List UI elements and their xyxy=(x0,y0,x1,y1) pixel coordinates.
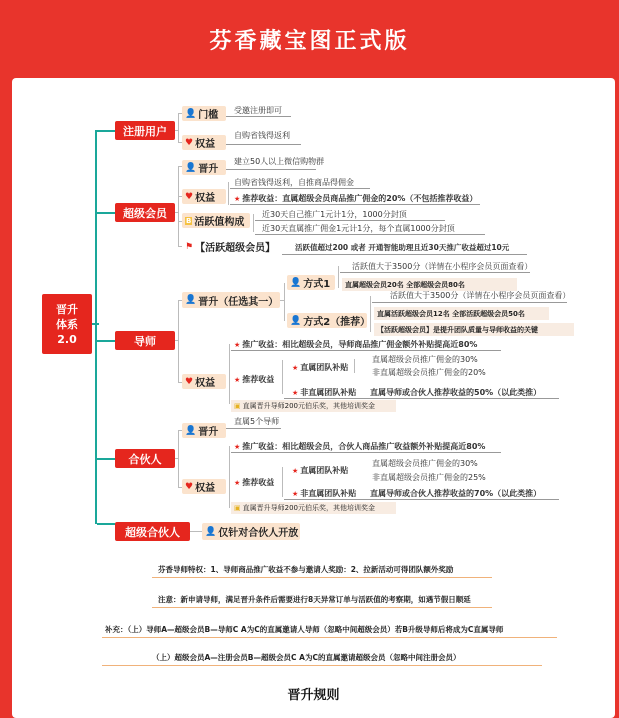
connector xyxy=(97,458,115,460)
connector xyxy=(97,340,115,342)
node-super-member: 超级会员 xyxy=(115,203,175,222)
person-icon: 👤 xyxy=(185,162,197,173)
connector xyxy=(97,212,115,214)
footer-title: 晋升规则 xyxy=(287,688,340,703)
node-registered-user: 注册用户 xyxy=(115,121,175,140)
node-partner: 合伙人 xyxy=(115,449,175,468)
mentor-r2a: ★ 直属团队补贴 xyxy=(292,363,349,372)
partner-r2b1: 直属导师或合伙人推荐收益的70%（以此类推） xyxy=(370,489,542,498)
super-active-text-1: 近30天自己推广1元计1分，1000分封顶 xyxy=(262,210,407,219)
note-supplement-2: （上）超级会员A—注册会员B—超级会员C A为C的直属邀请超级会员（忽略中间注册会员） xyxy=(152,653,461,662)
super-rights-text-1: 自购省钱得返利，自推商品得佣金 xyxy=(234,178,354,187)
mentor-r1: ★ 推广收益：相比超级会员，导师商品推广佣金额外补贴提高近80% xyxy=(234,340,478,349)
partner-r2a: ★ 直属团队补贴 xyxy=(292,466,349,475)
reg-threshold: 👤 门槛 xyxy=(182,106,226,121)
person-icon: 👤 xyxy=(185,295,197,305)
partner-promote-text: 直属5个导师 xyxy=(234,417,280,426)
root-line-2: 体系 xyxy=(56,317,78,331)
flag-icon: ⚑ xyxy=(185,241,194,252)
super-partner-note: 👤 仅针对合伙人开放 xyxy=(202,523,300,540)
super-active-text-2: 近30天直属推广佣金1元计1分，每个直属1000分封顶 xyxy=(262,224,455,233)
mentor-r3: ▣ 直属晋升导师200元伯乐奖，其他培训奖金 xyxy=(231,400,396,412)
partner-r2a2: 非直属超级会员推广佣金的25% xyxy=(372,473,486,482)
way1-text-2: 直属超级会员20名 全部超级会员80名 xyxy=(342,278,517,291)
way2-text-1: 活跃值大于3500分（详情在小程序会员页面查看） xyxy=(390,291,571,300)
note-supplement-1: 补充：（上）导师A—超级会员B—导师C A为C的直属邀请人导师（忽略中间超级会员）若B升级导师后将成为C直属导师 xyxy=(105,625,504,634)
partner-rights: ♥ 权益 xyxy=(182,479,226,494)
partner-r2b: ★ 非直属团队补贴 xyxy=(292,489,357,498)
connector xyxy=(95,130,97,524)
note-attention: 注意：新申请导师，满足晋升条件后需要进行8天异常订单与活跃值的考察期，如遇节假日顺延 xyxy=(158,595,471,604)
page-title: 芬香藏宝图正式版 xyxy=(209,28,410,54)
gift-icon: ♥ xyxy=(185,137,194,148)
mentor-way-2: 👤 方式2（推荐） xyxy=(287,313,367,328)
mentor-r2b: ★ 非直属团队补贴 xyxy=(292,388,357,397)
partner-r2: ★ 推荐收益 xyxy=(234,478,275,487)
super-rights: ♥ 权益 xyxy=(182,189,226,204)
mentor-rights: ♥ 权益 xyxy=(182,374,226,389)
partner-r3: ▣ 直属晋升导师200元伯乐奖，其他培训奖金 xyxy=(231,502,396,514)
super-promote: 👤 晋升 xyxy=(182,160,226,175)
partner-promote: 👤 晋升 xyxy=(182,423,226,438)
mentor-r2: ★ 推荐收益 xyxy=(234,375,275,384)
super-rights-text-2: ★ 推荐收益：直属超级会员商品推广佣金的20%（不包括推荐收益） xyxy=(234,194,478,203)
mentor-promote: 👤 晋升（任选其一） xyxy=(182,292,280,308)
root-line-1: 晋升 xyxy=(56,302,78,316)
super-promote-text: 建立50人以上微信购物群 xyxy=(234,157,325,166)
mentor-way-1: 👤 方式1 xyxy=(287,275,335,290)
node-mentor: 导师 xyxy=(115,331,175,350)
badge-icon: B xyxy=(186,216,192,225)
way1-text-1: 活跃值大于3500分（详情在小程序会员页面查看） xyxy=(352,262,533,271)
node-super-partner: 超级合伙人 xyxy=(115,522,190,541)
person-icon: 👤 xyxy=(205,526,217,537)
gift-icon: ♥ xyxy=(185,481,194,492)
note-privilege: 芬香导师特权：1、导师商品推广收益不参与邀请人奖励：2、拉新活动可得团队额外奖励 xyxy=(158,565,454,574)
reg-rights: ♥ 权益 xyxy=(182,135,226,150)
gift-icon: ♥ xyxy=(185,376,194,387)
way2-text-2: 直属活跃超级会员12名 全部活跃超级会员50名 xyxy=(374,307,549,320)
super-active: B 活跃值构成 xyxy=(182,213,250,228)
mind-map-card xyxy=(12,78,615,718)
mentor-r2a1: 直属超级会员推广佣金的30% xyxy=(372,355,478,364)
mentor-r2b1: 直属导师或合伙人推荐收益的50%（以此类推） xyxy=(370,388,542,397)
person-icon: 👤 xyxy=(290,315,302,326)
reg-rights-text: 自购省钱得返利 xyxy=(234,131,290,140)
way2-text-3: 【活跃超级会员】是提升团队质量与导师收益的关键 xyxy=(374,323,574,336)
header xyxy=(0,0,619,78)
person-icon: 👤 xyxy=(185,108,197,119)
reg-threshold-text: 受邀注册即可 xyxy=(234,106,282,115)
partner-r2a1: 直属超级会员推广佣金的30% xyxy=(372,459,478,468)
super-active-member: ⚑ 【活跃超级会员】 xyxy=(185,241,276,254)
connector xyxy=(92,323,99,325)
connector xyxy=(97,523,115,525)
gift-icon: ♥ xyxy=(185,191,194,202)
connector xyxy=(97,130,115,132)
partner-r1: ★ 推广收益：相比超级会员，合伙人商品推广收益额外补贴提高近80% xyxy=(234,442,486,451)
person-icon: 👤 xyxy=(290,277,302,288)
root-node xyxy=(42,294,92,354)
root-line-3: 2.0 xyxy=(57,332,77,346)
mentor-r2a2: 非直属超级会员推广佣金的20% xyxy=(372,368,486,377)
person-icon: 👤 xyxy=(185,425,197,436)
super-active-member-text: 活跃值超过200 或者 开通智能助理且近30天推广收益超过10元 xyxy=(295,243,510,252)
